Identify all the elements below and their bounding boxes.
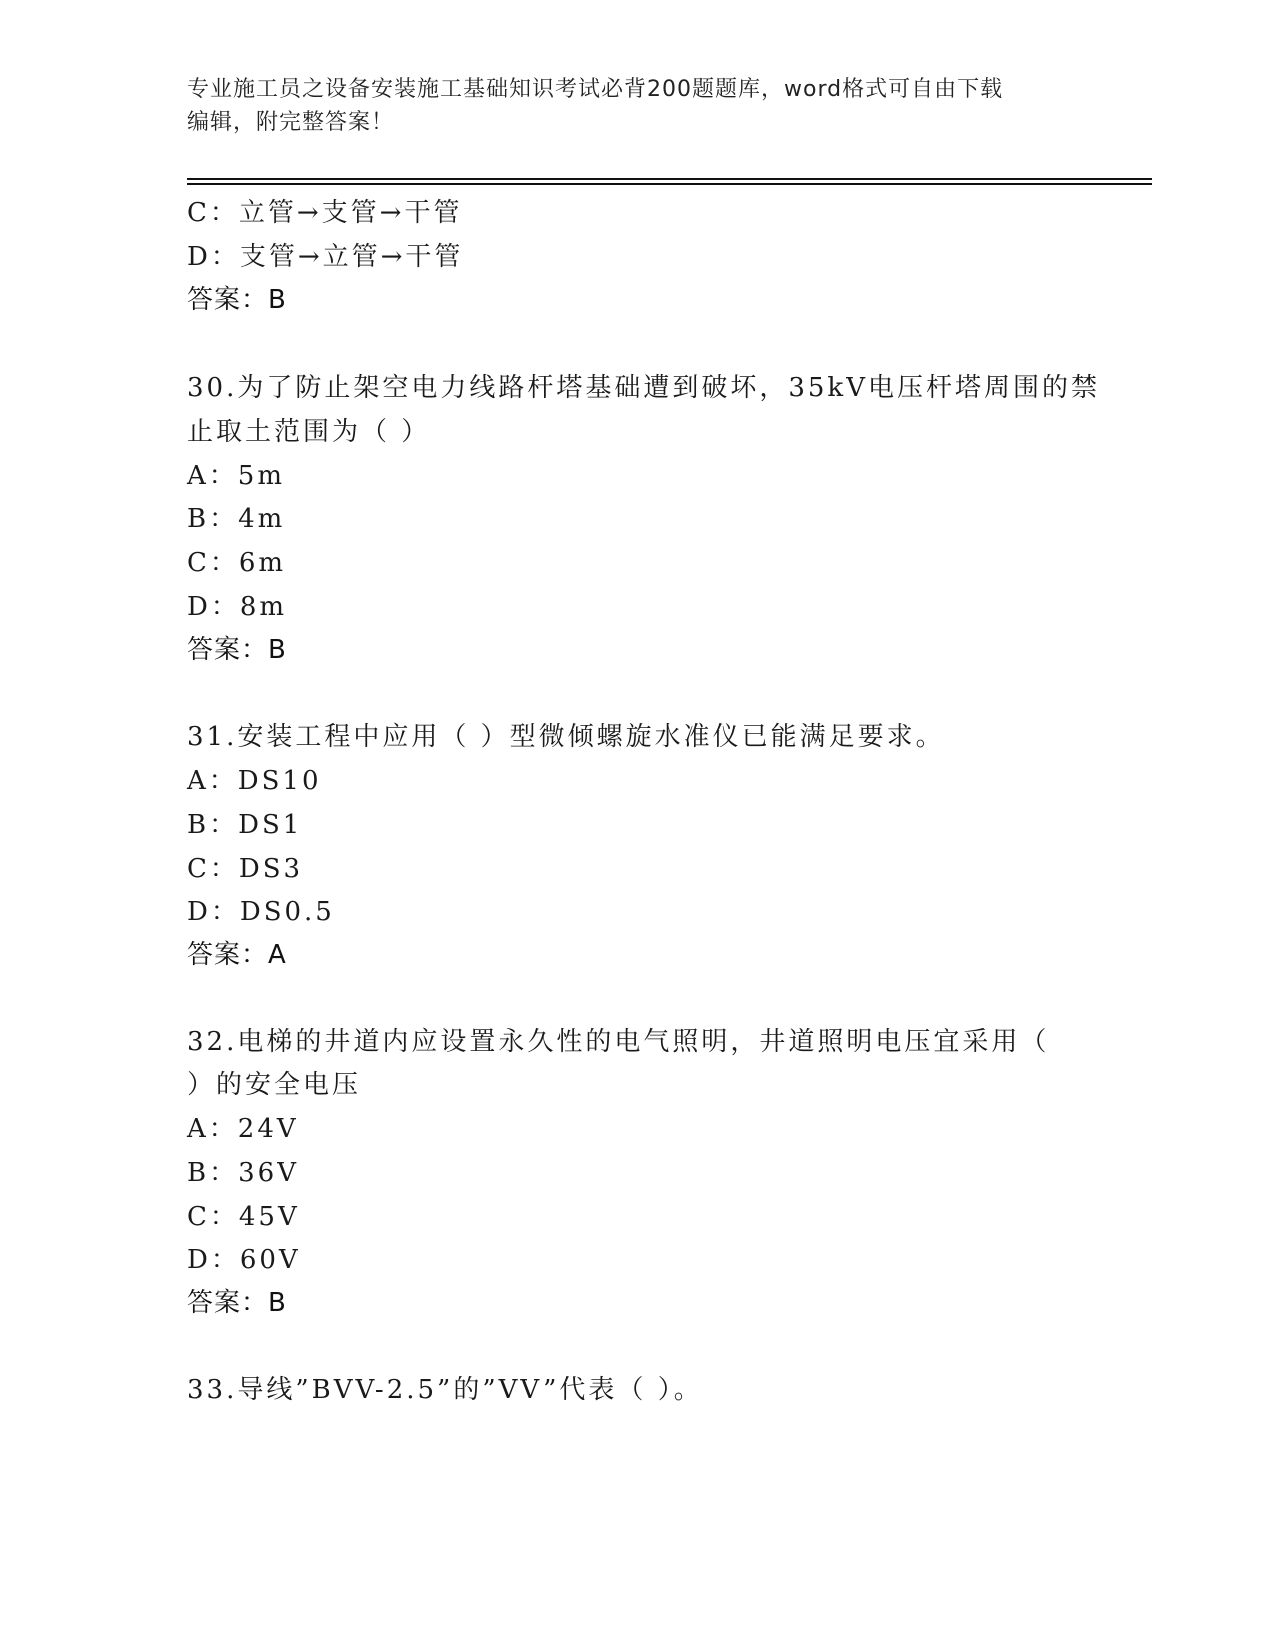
q32-option-d: D：60V bbox=[187, 1245, 301, 1275]
q31-stem-line-1: 31.安装工程中应用（ ）型微倾螺旋水准仪已能满足要求。 bbox=[187, 722, 945, 752]
header-line-2: 编辑，附完整答案！ bbox=[187, 110, 395, 135]
q33-stem-line-1: 33.导线”BVV-2.5”的”VV”代表（ ）。 bbox=[187, 1375, 703, 1405]
q30-option-c: C：6m bbox=[187, 548, 287, 578]
q30-stem-line-1: 30.为了防止架空电力线路杆塔基础遭到破坏，35kV电压杆塔周围的禁 bbox=[187, 373, 1100, 403]
header-divider-top bbox=[187, 178, 1152, 180]
q32-answer: 答案：B bbox=[187, 1288, 287, 1318]
q31-option-b: B：DS1 bbox=[187, 810, 303, 840]
q29-option-c: C：立管→支管→干管 bbox=[187, 198, 463, 228]
q31-answer: 答案：A bbox=[187, 940, 287, 970]
q32-stem-line-1: 32.电梯的井道内应设置永久性的电气照明，井道照明电压宜采用（ bbox=[187, 1027, 1050, 1057]
q31-option-c: C：DS3 bbox=[187, 854, 304, 884]
q29-answer: 答案：B bbox=[187, 285, 287, 315]
q32-option-c: C：45V bbox=[187, 1202, 300, 1232]
q31-option-a: A：DS10 bbox=[187, 766, 322, 796]
header-divider-bottom bbox=[187, 183, 1152, 185]
q31-option-d: D：DS0.5 bbox=[187, 897, 335, 927]
q30-option-d: D：8m bbox=[187, 592, 288, 622]
q32-option-b: B：36V bbox=[187, 1158, 299, 1188]
q30-option-b: B：4m bbox=[187, 504, 286, 534]
q30-answer: 答案：B bbox=[187, 635, 287, 665]
q32-stem-line-2: ）的安全电压 bbox=[187, 1070, 362, 1100]
q30-option-a: A：5m bbox=[187, 461, 285, 491]
q30-stem-line-2: 止取土范围为（ ） bbox=[187, 417, 431, 447]
header-line-1: 专业施工员之设备安装施工基础知识考试必背200题题库，word格式可自由下载 bbox=[187, 77, 1004, 102]
document-header bbox=[187, 73, 1087, 139]
q32-option-a: A：24V bbox=[187, 1114, 299, 1144]
q29-option-d: D：支管→立管→干管 bbox=[187, 242, 464, 272]
